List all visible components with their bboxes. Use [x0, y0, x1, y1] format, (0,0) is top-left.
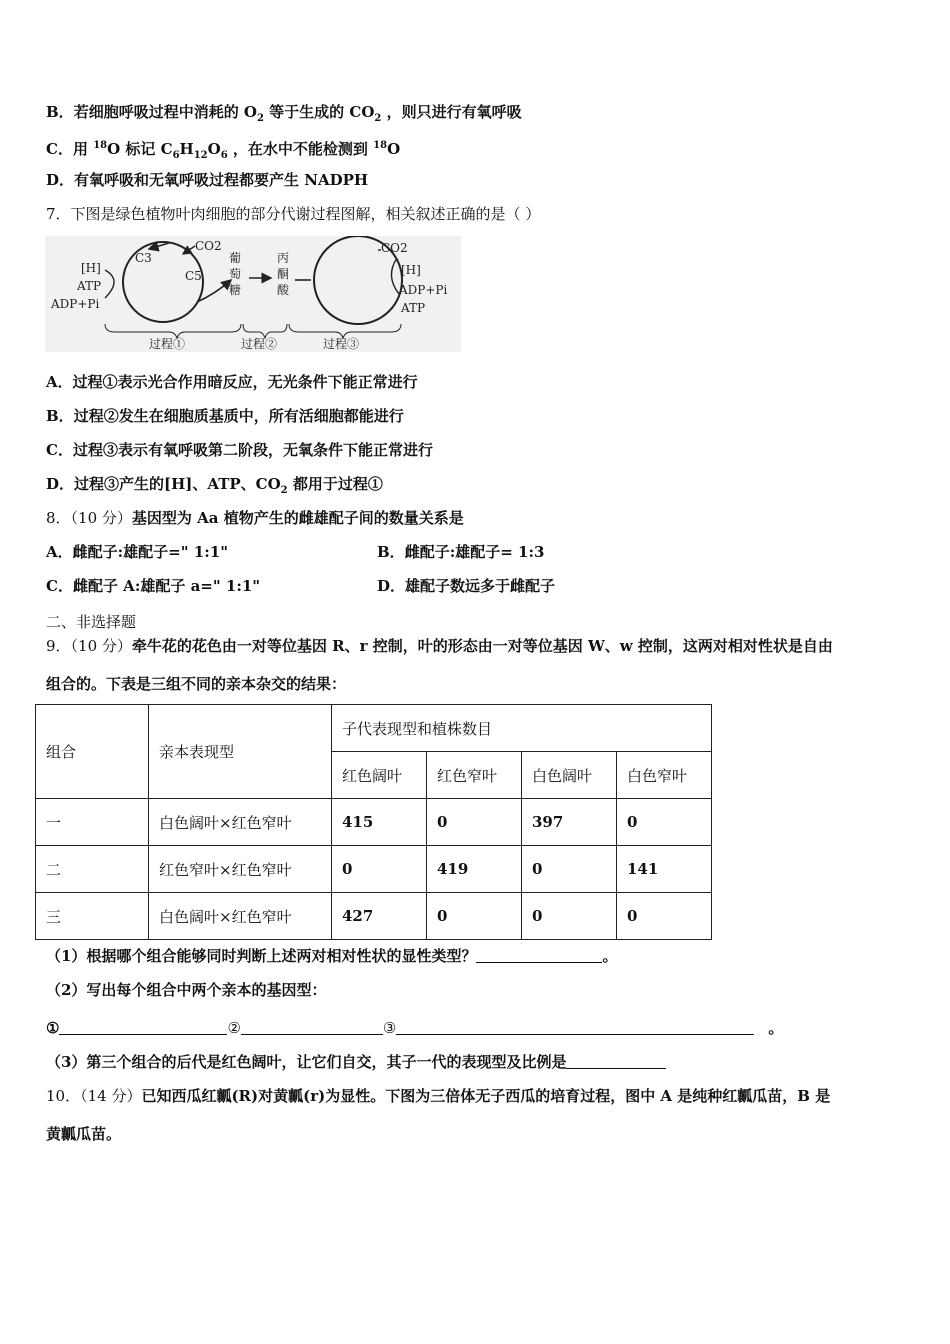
- cell-group: 二: [36, 846, 149, 893]
- cell-value: 0: [332, 846, 427, 893]
- cell-value: 0: [617, 799, 712, 846]
- cell-value: 415: [332, 799, 427, 846]
- q6-option-d: D．有氧呼吸和无氧呼吸过程都要产生 NADPH: [46, 171, 369, 189]
- q8-option-a: A．雌配子:雄配子=" 1:1": [46, 543, 229, 561]
- q9-sub3: （3）第三个组合的后代是红色阔叶，让它们自交，其子一代的表现型及比例是: [46, 1052, 666, 1072]
- brace-process-3: [289, 324, 401, 338]
- brace-process-2: [243, 324, 287, 338]
- metabolism-diagram: [45, 236, 461, 352]
- q8-option-b: B．雌配子:雄配子= 1:3: [377, 543, 545, 561]
- header-group: 组合: [36, 705, 149, 799]
- q7-option-a: A．过程①表示光合作用暗反应，无光条件下能正常进行: [46, 373, 418, 391]
- q8-stem: 8．（10 分）基因型为 Aa 植物产生的雌雄配子间的数量关系是: [46, 509, 464, 527]
- cell-value: 0: [427, 893, 522, 940]
- q9-sub2: （2）写出每个组合中两个亲本的基因型：: [46, 981, 327, 999]
- q10-stem-line2: 黄瓤瓜苗。: [46, 1125, 122, 1143]
- process-3-label: 过程③: [323, 337, 360, 351]
- q6-option-b: B．若细胞呼吸过程中消耗的 $O_2$ 等于生成的 $CO_2$ ，则只进行有氧呼吸: [46, 103, 522, 124]
- header-parent: 亲本表现型: [149, 705, 332, 799]
- process-1-label: 过程①: [149, 337, 186, 351]
- cell-value: 0: [522, 893, 617, 940]
- table-row: [36, 893, 712, 940]
- cell-value: 141: [617, 846, 712, 893]
- subheader-white-broad: 白色阔叶: [522, 752, 617, 799]
- q8-option-d: D．雄配子数远多于雌配子: [377, 577, 556, 595]
- cell-parent: 白色阔叶×红色窄叶: [149, 893, 332, 940]
- cell-value: 0: [427, 799, 522, 846]
- co2-right-label: CO2: [381, 241, 408, 255]
- glucose-char-1: 葡: [229, 251, 242, 265]
- adp-right-label: ADP+Pi: [399, 283, 448, 297]
- brace-process-1: [105, 324, 241, 338]
- table-row: [36, 799, 712, 846]
- h-left-label: [H]: [81, 261, 101, 275]
- q7-option-b: B．过程②发生在细胞质基质中，所有活细胞都能进行: [46, 407, 404, 425]
- q7-option-c: C．过程③表示有氧呼吸第二阶段，无氧条件下能正常进行: [46, 441, 433, 459]
- answer-blank-3[interactable]: [396, 1020, 754, 1035]
- q9-stem-line1: 9．（10 分）牵牛花的花色由一对等位基因 R、r 控制，叶的形态由一对等位基因 W、w 控制，这两对相对性状是自由: [46, 637, 833, 655]
- header-offspring: 子代表现型和植株数目: [332, 705, 712, 752]
- cross-results-table: [35, 704, 712, 940]
- answer-blank-1[interactable]: [59, 1020, 227, 1035]
- answer-blank[interactable]: [566, 1054, 666, 1069]
- glucose-char-2: 萄: [229, 267, 242, 281]
- cell-group: 一: [36, 799, 149, 846]
- c3-label: C3: [135, 251, 152, 265]
- atp-left-label: ATP: [77, 279, 102, 293]
- cell-value: 0: [522, 846, 617, 893]
- q9-sub1: （1）根据哪个组合能够同时判断上述两对相对性状的显性类型？ 。: [46, 947, 618, 965]
- q7-stem: 7．下图是绿色植物叶肉细胞的部分代谢过程图解，相关叙述正确的是（ ）: [46, 205, 541, 223]
- subheader-white-narrow: 白色窄叶: [617, 752, 712, 799]
- adp-left-label: ADP+Pi: [51, 297, 100, 311]
- subheader-red-narrow: 红色窄叶: [427, 752, 522, 799]
- q8-option-c: C．雌配子 A:雄配子 a=" 1:1": [46, 577, 261, 595]
- process-2-label: 过程②: [241, 337, 278, 351]
- table-row: [36, 846, 712, 893]
- q10-stem-line1: 10．（14 分）已知西瓜红瓤(R)对黄瓤(r)为显性。下图为三倍体无子西瓜的培育过程，图中 A 是纯种红瓤瓜苗，B 是: [46, 1087, 831, 1105]
- cell-parent: 白色阔叶×红色窄叶: [149, 799, 332, 846]
- cell-value: 397: [522, 799, 617, 846]
- cell-value: 0: [617, 893, 712, 940]
- co2-left-label: CO2: [195, 239, 222, 253]
- arrow-left-inputs: [105, 270, 114, 298]
- atp-right-label: ATP: [401, 301, 426, 315]
- pyruvate-char-1: 丙: [277, 251, 290, 265]
- section-heading: 二、非选择题: [46, 613, 137, 631]
- q6-option-c: C．用 $^{18}$O 标记 $C_6H_{12}O_6$ ，在水中不能检测到 $^{18}$O: [46, 140, 401, 161]
- q9-stem-line2: 组合的。下表是三组不同的亲本杂交的结果：: [46, 675, 347, 693]
- c5-label: C5: [185, 269, 202, 283]
- q9-sub2-answers: ① ② ③ 。: [46, 1019, 784, 1037]
- subheader-red-broad: 红色阔叶: [332, 752, 427, 799]
- cell-value: 427: [332, 893, 427, 940]
- answer-blank-2[interactable]: [241, 1020, 383, 1035]
- cell-group: 三: [36, 893, 149, 940]
- q7-option-d: D．过程③产生的[H]、ATP、$CO_2$ 都用于过程①: [46, 475, 383, 496]
- pyruvate-char-2: 酮: [277, 267, 290, 281]
- answer-blank[interactable]: [476, 948, 602, 963]
- cell-value: 419: [427, 846, 522, 893]
- pyruvate-char-3: 酸: [277, 283, 290, 297]
- glucose-char-3: 糖: [229, 283, 242, 297]
- h-right-label: [H]: [401, 263, 421, 277]
- cell-parent: 红色窄叶×红色窄叶: [149, 846, 332, 893]
